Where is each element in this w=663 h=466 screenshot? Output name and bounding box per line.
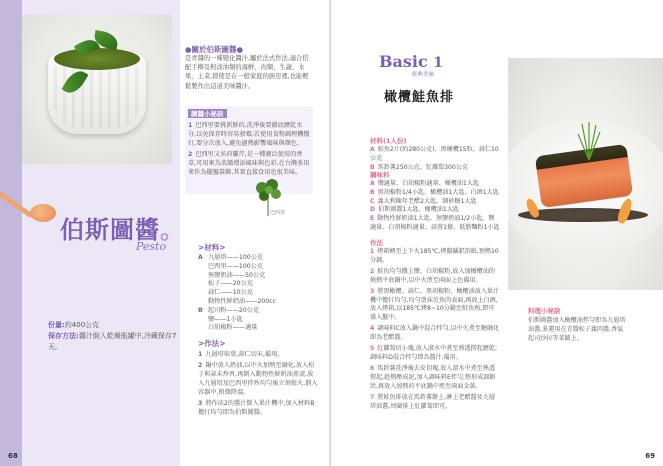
basic-label: Basic 1 (379, 52, 444, 71)
r-step-item: 3 將黑橄欖、蒜仁、黑胡椒粉、橄欖油放入果汁機中攪打均勻,均勻塗抹於魚肉表面,再放上白酒,放入烤箱,以185℃烤8~10分鐘至鮭魚熟,即可盛入盤中。 (370, 287, 500, 322)
r-steps-heading: 作法 (370, 239, 383, 247)
r-steps-list (370, 248, 500, 413)
step-item: 2 鍋中放入奶油,以中火加熱至融化,放入松子與蒜末炒香,再倒入動物性鮮奶油煮滾,放入九層塔及巴西里拌炒均勻後立刻熄火,倒入容器中,稍微降溫。 (198, 362, 318, 396)
r-step-item: 2 鮭魚均勻撒上鹽、白胡椒粉,放入加橄欖油的燒熱平底鍋中,以中火煎至兩面上色備用。 (370, 267, 495, 284)
info-value: 醬汁倒入乾燥瓶罐中,冷藏保存7天。 (48, 332, 177, 351)
basic-subtitle: 經典美味 (412, 72, 435, 78)
tip-list (188, 121, 310, 179)
ingredient-item: A 九層塔——100公克 (198, 254, 264, 261)
r-ingredients-heading: 材料(1人份) (370, 137, 407, 145)
ingredient-item: 鹽——1小匙 (208, 315, 243, 323)
info-label: 保存方法: (48, 332, 79, 340)
r-step-item: 5 紅蘿蔔切小塊,放入滾水中煮至熟透撈起瀝乾;調味料D混合拌勻即為醬汁,備用。 (370, 345, 498, 361)
purple-edge-band (0, 0, 22, 466)
pesto-bowl-photo (22, 14, 172, 164)
ingredient-item: B 起司粉——20公克 (198, 306, 260, 314)
steps-list (198, 350, 318, 419)
seasoning-item: A 鹽適量、白胡椒粉適量、橄欖油1大匙 (370, 180, 480, 187)
left-page (0, 0, 331, 466)
seasoning-item: B 黑胡椒粉1/4小匙、橄欖油1大匙、白酒1大匙 (370, 188, 499, 196)
herb-garnish-icon (574, 120, 604, 160)
recipe-title: 伯斯圖醬。 (60, 215, 185, 244)
parsley-label: 巴西里 (270, 210, 286, 216)
info-value: 約400公克 (64, 321, 100, 329)
r-step-item: 7 將鮭魚排放在馬鈴薯餅上,淋上老醋醬及九層塔油醬,周圍排上紅蘿蔔即可。 (370, 393, 495, 410)
info-label: 份量: (48, 321, 65, 329)
ingredient-item: 蒜仁——10公克 (208, 289, 253, 297)
seasoning-list (370, 180, 500, 233)
step-item: 1 九層塔取葉,蒜仁切末,備用。 (198, 351, 284, 358)
ingredient-item: 無鹽奶油——50公克 (208, 271, 266, 279)
ingredient-item: 松子——20公克 (208, 280, 253, 288)
salmon-dish-photo (508, 58, 663, 290)
ingredient-item: 巴西里——100公克 (208, 262, 264, 270)
recipe-info (48, 320, 178, 353)
steps-heading: >作法> (198, 339, 226, 348)
r-step-item: 1 烤箱轉至上下火185℃,烤盤鋪鋁箔紙,預熱10分鐘。 (370, 248, 499, 264)
intro-heading: ●關於伯斯圖醬● (185, 45, 244, 54)
page-number: 69 (645, 452, 655, 460)
page-number: 68 (8, 452, 18, 460)
r-step-item: 6 馬鈴薯洗淨後去皮切塊,放入滾水中煮至熟透撈起,趁熱壓成泥,加入調味料E拌勻,整形成圓餅狀,再放入加熱的平底鍋中煎至兩面金黃。 (370, 364, 496, 390)
seasoning-heading: 調味料 (370, 171, 390, 179)
tip-item: 2 巴西里又名荷蘭芹,是一種廣泛使用的香草,可用來為菜餚增添風味與色彩,在台灣多用來作為擺盤裝飾,其實直接食用也很美味。 (188, 151, 310, 176)
ingredients-heading: >材料> (198, 243, 226, 252)
r-step-item: 4 調味料C放入鍋中混合拌勻,以中火煮至糖融化即為老醋醬。 (370, 325, 500, 342)
seasoning-item: E 動物性鮮奶油1大匙、無鹽奶油1/2小匙、鹽適量、白胡椒粉適量、蒜蓉1條、低筋麵粉1小匙 (370, 215, 500, 231)
seasoning-item: C 義大利陳年老醋2大匙、細砂糖1大匙 (370, 197, 477, 205)
dish-title: 橄欖鮭魚排 (384, 90, 455, 105)
tip-item: 1 巴西里要挑新鮮的,洗淨後要徹底瀝乾水分,以免保存時容易發霉;若使用食物調理機攪打,要分次放入,避免過熱影響風味與顏色。 (188, 122, 310, 147)
ingredient-item: 動物性鮮奶油——200cc (208, 297, 277, 305)
r-ingredients-list (370, 146, 500, 172)
pesto-sauce (54, 48, 140, 70)
note-text: 伯斯圖醬加入橄欖油拌勻即為九層塔油醬,多運用在青醬松子義肉醬,香氣起司沙拉等菜餚上。 (528, 317, 626, 342)
recipe-title-en: Pesto (136, 240, 167, 253)
ingredients-list (198, 254, 308, 333)
tip-heading: 調醬小秘訣 (188, 109, 227, 118)
seasoning-item: D 伯斯圖醬1大匙、橄欖油1大匙 (370, 206, 459, 214)
r-ingredient-item: A 鮭魚2片(約280公克)、黑橄欖15粒、蒜仁10公克 (370, 146, 499, 162)
ingredient-item: 白胡椒粉——適量 (208, 324, 258, 332)
r-ingredient-item: B 馬鈴薯250公克、紅蘿蔔300公克 (370, 163, 468, 171)
step-item: 3 將作法2的醬汁倒入果汁機中,加入材料B攪打均勻即為伯斯圖醬。 (198, 400, 315, 416)
wooden-spoon-icon (0, 170, 66, 230)
note-heading: 料理小秘訣 (528, 307, 561, 315)
intro-text: 是青醬的一種變化醬汁,屬於法式作法,適合搭配手擀及較淡油類的海鮮、肉類、生蔬、水果、主菜,即使是在一般家庭的廚房裡,也能輕鬆製作出這道美味醬汁。 (185, 55, 309, 90)
